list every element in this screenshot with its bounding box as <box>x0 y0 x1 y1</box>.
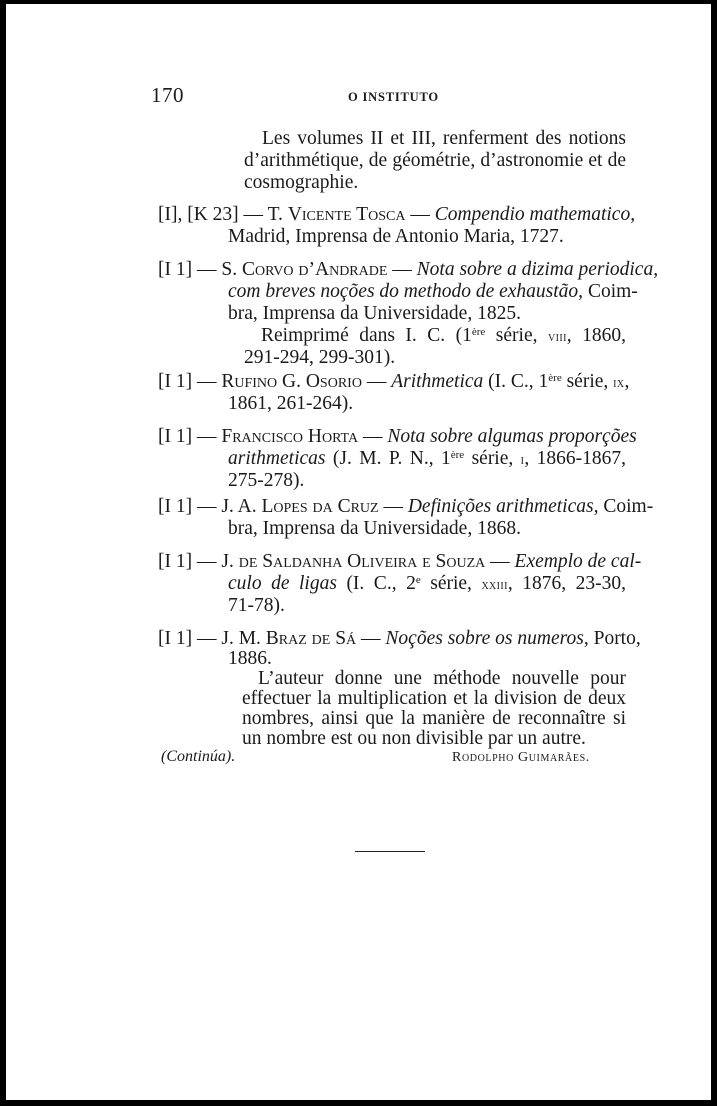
entry-initial: S. <box>221 259 238 280</box>
superscript: e <box>415 574 421 586</box>
entry-text: Porto, <box>593 628 641 649</box>
continued-label: (Continúa). <box>161 748 236 765</box>
note-text: série, <box>485 325 538 346</box>
entry-title: com breves noções do methodo de exhaustão, <box>228 281 584 302</box>
entry-text: série, <box>420 573 472 594</box>
intro-line: cosmographie. <box>244 172 359 193</box>
entry-dash: — <box>358 426 388 447</box>
entry-line: 1861, 261-264). <box>228 393 354 414</box>
entry-author: de Saldanha Oliveira e Souza <box>238 551 486 572</box>
entry-text: , <box>624 371 630 392</box>
closing-rule <box>355 851 425 852</box>
entry-line <box>228 573 626 597</box>
entry-ref: [I 1] — <box>158 551 217 572</box>
entry-initial: J. A. <box>221 496 257 517</box>
entry-title: Exemplo de cal- <box>514 551 642 572</box>
entry-initial: J. <box>221 551 234 572</box>
entry-author: Francisco Horta <box>221 426 359 447</box>
entry-author: Corvo d’Andrade <box>241 259 388 280</box>
entry-dash: — <box>485 551 515 572</box>
roman-numeral: i <box>520 453 525 468</box>
entry-initial: J. M. <box>221 628 261 649</box>
entry-line: 275-278). <box>228 470 305 491</box>
entry-initial: T. <box>267 204 283 225</box>
entry-first-line <box>158 628 641 650</box>
entry-ref: [I 1] — <box>158 371 217 392</box>
entry-author: Braz de Sá <box>265 628 357 649</box>
note-line: nombres, ainsi que la manière de reconnaître si <box>242 708 626 729</box>
entry-text: série, <box>464 448 514 469</box>
entry-dash: — <box>387 259 417 280</box>
superscript: ère <box>450 449 465 461</box>
entry-first-line <box>158 259 659 281</box>
entry-title: Nota sobre a dizima periodica, <box>416 259 659 280</box>
entry-ref: [I 1] — <box>158 259 217 280</box>
entry-first-line <box>158 426 637 448</box>
note-text: , 1860, <box>566 325 627 346</box>
entry-dash: — <box>378 496 408 517</box>
entry-ref: [I 1] — <box>158 426 217 447</box>
entry-title: Definições arithmeticas, <box>407 496 599 517</box>
entry-title: Arithmetica <box>391 371 484 392</box>
entry-title: culo de ligas <box>228 573 337 594</box>
entry-title: Noções sobre os numeros, <box>385 628 589 649</box>
entry-first-line <box>158 371 630 395</box>
running-title: O INSTITUTO <box>348 90 439 104</box>
entry-line: 1886. <box>228 648 272 669</box>
entry-line: Madrid, Imprensa de Antonio Maria, 1727. <box>228 226 564 247</box>
entry-dash: — <box>405 204 435 225</box>
entry-first-line <box>158 551 642 573</box>
roman-numeral: xxiii <box>481 578 508 593</box>
entry-text: , 1866-1867, <box>524 448 627 469</box>
intro-line: d’arithmétique, de géométrie, d’astronomie et de <box>244 150 626 171</box>
entry-author: Vicente Tosca <box>287 204 406 225</box>
entry-line: bra, Imprensa da Universidade, 1868. <box>228 518 521 539</box>
entry-line <box>228 281 638 303</box>
entry-ref: [I], [K 23] — <box>158 204 264 225</box>
entry-text: Coim- <box>587 281 638 302</box>
entry-text: Coim- <box>603 496 654 517</box>
entry-line: 71-78). <box>228 595 285 616</box>
note-text: Reimprimé dans I. C. (1 <box>261 325 472 346</box>
entry-text: , 1876, 23-30, <box>507 573 627 594</box>
entry-ref: [I 1] — <box>158 496 217 517</box>
entry-title: arithmeticas <box>228 448 326 469</box>
entry-line: bra, Imprensa da Universidade, 1825. <box>228 303 521 324</box>
entry-first-line <box>158 496 654 518</box>
entry-author: Lopes da Cruz <box>261 496 379 517</box>
entry-text: série, <box>561 371 609 392</box>
entry-author: Rufino G. Osorio <box>221 371 362 392</box>
note-line: un nombre est ou non divisible par un autre. <box>242 728 586 749</box>
entry-text: (I. C., 1 <box>488 371 549 392</box>
intro-line: Les volumes II et III, renferment des notions <box>262 128 626 149</box>
roman-numeral: viii <box>547 330 567 345</box>
entry-title: Nota sobre algumas proporções <box>387 426 637 447</box>
roman-numeral: ix <box>613 376 625 391</box>
entry-dash: — <box>356 628 386 649</box>
superscript: ère <box>471 326 486 338</box>
entry-dash: — <box>361 371 392 392</box>
entry-title: Compendio mathematico, <box>434 204 636 225</box>
entry-text: (I. C., 2 <box>346 573 416 594</box>
page-number: 170 <box>151 83 184 107</box>
entry-ref: [I 1] — <box>158 628 217 649</box>
author-signature: Rodolpho Guimarães. <box>452 750 590 765</box>
entry-first-line <box>158 204 636 226</box>
note-line: effectuer la multiplication et la division de deux <box>242 688 626 709</box>
entry-note-line: 291-294, 299-301). <box>244 347 396 368</box>
note-line: L’auteur donne une méthode nouvelle pour <box>258 668 626 689</box>
entry-text: (J. M. P. N., 1 <box>332 448 451 469</box>
entry-line <box>228 448 626 472</box>
entry-note-line <box>261 325 626 349</box>
superscript: ère <box>548 372 562 384</box>
